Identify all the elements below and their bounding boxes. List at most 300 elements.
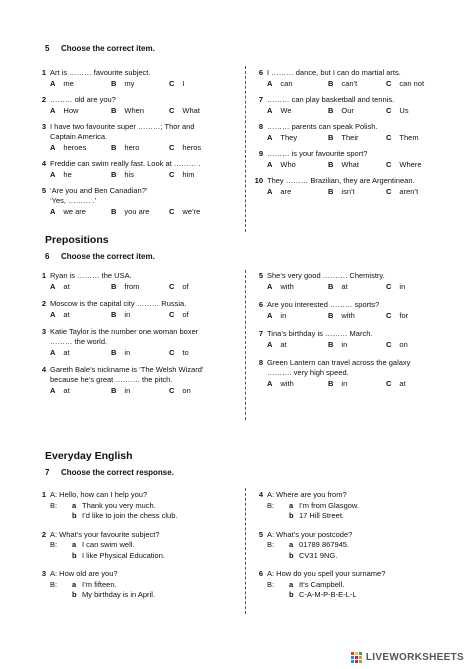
option-text: aren’t [399, 187, 419, 196]
option-text: for [399, 311, 409, 320]
option-text: We [280, 106, 292, 115]
dialogue-item [249, 530, 469, 562]
option-letter: B [328, 340, 334, 349]
prompt-text: A: How old are you? [50, 569, 118, 578]
prompt-text: A: How do you spell your surname? [267, 569, 386, 578]
option-text: I’m from Glasgow. [299, 500, 360, 510]
answer-options [267, 186, 469, 197]
answer-options [50, 142, 242, 153]
answer-option-b[interactable] [328, 339, 386, 350]
answer-option-c[interactable] [386, 132, 448, 143]
 [267, 511, 289, 522]
option-letter: B [328, 187, 334, 196]
logo-square [359, 652, 362, 655]
logo-square [351, 660, 354, 663]
answer-option-a[interactable] [50, 206, 111, 217]
answer-option-c[interactable] [169, 281, 231, 292]
option-text: at [63, 282, 70, 291]
option-text: me [63, 79, 74, 88]
response-option-a[interactable] [267, 501, 469, 512]
option-text: It’s Campbell. [299, 579, 345, 589]
question-line: ……… old are you? [50, 95, 116, 104]
liveworksheets-logo-icon [351, 652, 362, 663]
option-text: CV31 9NG. [299, 550, 338, 560]
dialogue-prompt [50, 530, 242, 541]
option-text: Our [341, 106, 354, 115]
option-text: heroes [63, 143, 87, 152]
question-text [267, 358, 469, 378]
question-number: 4 [41, 159, 46, 168]
dialogue-prompt [267, 490, 469, 501]
answer-options [267, 78, 469, 89]
prompt-text: A: What’s your postcode? [267, 529, 353, 539]
option-text: Who [280, 160, 296, 169]
option-text: What [341, 160, 359, 169]
option-letter: A [50, 348, 56, 357]
question-number: 1 [41, 68, 46, 77]
option-text: at [63, 348, 70, 357]
option-text: I can swim well. [82, 540, 135, 549]
option-letter: C [386, 282, 392, 291]
answer-option-b[interactable] [111, 309, 169, 320]
option-letter: B [328, 379, 334, 388]
question-line: ‘Are you and Ben Canadian?’ [50, 186, 148, 195]
answer-option-b[interactable] [111, 281, 169, 292]
option-text: with [280, 282, 294, 291]
question-line: Freddie can swim really fast. Look at ……… . [50, 159, 201, 168]
answer-option-c[interactable] [386, 105, 448, 116]
 [50, 511, 72, 522]
answer-option-a[interactable] [267, 186, 328, 197]
answer-options [267, 159, 469, 170]
question-line: Moscow is the capital city ……… Russia. [50, 299, 187, 308]
question-item [32, 95, 242, 116]
option-text: in [124, 386, 131, 395]
option-letter: b [289, 590, 294, 599]
answer-option-b[interactable] [111, 142, 169, 153]
answer-option-b[interactable] [328, 281, 386, 292]
question-number: 8 [258, 122, 263, 131]
answer-options [267, 339, 469, 350]
answer-option-c[interactable] [386, 310, 448, 321]
option-letter: C [386, 106, 392, 115]
option-letter: a [72, 540, 77, 549]
option-text: in [399, 282, 406, 291]
question-item [32, 299, 242, 320]
option-letter: b [72, 511, 77, 520]
answer-option-c[interactable] [169, 385, 231, 396]
option-text: My birthday is in April. [82, 590, 155, 599]
question-text [267, 300, 469, 310]
option-letter: C [169, 348, 175, 357]
option-letter: B [111, 386, 117, 395]
option-text: my [124, 79, 135, 88]
answer-option-a[interactable] [267, 339, 328, 350]
answer-option-c[interactable] [386, 159, 448, 170]
option-text: from [124, 282, 140, 291]
question-number: 7 [258, 95, 263, 104]
option-text: with [341, 311, 355, 320]
option-text: we’re [182, 207, 201, 216]
question-line: Captain America. [50, 132, 108, 141]
answer-option-c[interactable] [169, 309, 231, 320]
question-text [267, 329, 469, 339]
response-option-b[interactable] [50, 511, 242, 522]
option-letter: C [169, 310, 175, 319]
option-text: Them [399, 133, 419, 142]
option-letter: B [111, 106, 117, 115]
answer-option-b[interactable] [111, 169, 169, 180]
answer-option-c[interactable] [386, 186, 448, 197]
option-text: 01789 867945. [299, 540, 350, 549]
question-text [50, 68, 242, 78]
question-item [249, 271, 469, 292]
option-letter: A [50, 207, 56, 216]
option-letter: a [72, 579, 77, 589]
option-letter: B [111, 79, 117, 88]
question-item [249, 122, 469, 143]
answer-option-b[interactable] [111, 347, 169, 358]
response-option-b[interactable] [267, 551, 469, 562]
option-text: hero [124, 143, 140, 152]
question-line: Are you interested ……… sports? [267, 300, 380, 309]
question-line: They ……… Brazilian, they are Argentinean. [267, 176, 415, 185]
answer-options [267, 132, 469, 143]
option-text: They [280, 133, 298, 142]
prompt-text: A: What’s your favourite subject? [50, 529, 160, 539]
option-letter: C [169, 207, 175, 216]
option-text: 17 Hill Street. [299, 511, 345, 520]
answer-option-a[interactable] [267, 159, 328, 170]
option-text: isn’t [341, 187, 355, 196]
answer-option-c[interactable] [169, 142, 231, 153]
option-text: C-A-M-P-B-E-L-L [299, 590, 357, 599]
option-text: at [280, 340, 287, 349]
answer-option-c[interactable] [169, 169, 231, 180]
answer-option-a[interactable] [267, 78, 328, 89]
question-line: Katie Taylor is the number one woman boxer [50, 327, 199, 336]
question-line: ……… parents can speak Polish. [267, 122, 378, 131]
question-number: 5 [41, 186, 46, 195]
dialogue-item [32, 530, 242, 562]
answer-option-c[interactable] [169, 105, 231, 116]
question-number: 10 [254, 176, 263, 185]
option-letter: b [289, 550, 294, 560]
option-text: in [124, 348, 131, 357]
option-text: at [341, 282, 348, 291]
option-letter: B [328, 133, 334, 142]
speaker-label: B: [50, 500, 58, 510]
response-option-a[interactable] [50, 540, 242, 551]
question-line: ………. very high speed. [267, 368, 349, 377]
logo-square [355, 656, 358, 659]
 [267, 551, 289, 562]
question-number: 8 [258, 358, 263, 367]
prompt-text: A: Hello, how can I help you? [50, 490, 148, 499]
option-text: in [280, 311, 287, 320]
speaker-label: B: [267, 540, 275, 549]
question-item [32, 68, 242, 89]
option-text: his [124, 170, 135, 179]
option-letter: B [111, 207, 117, 216]
section-7-left-column [32, 490, 242, 609]
response-option-b[interactable] [50, 590, 242, 601]
answer-option-b[interactable] [328, 186, 386, 197]
question-number: 6 [258, 68, 263, 77]
question-line: Ryan is ……… the USA. [50, 271, 132, 280]
logo-square [351, 656, 354, 659]
question-item [249, 329, 469, 350]
option-letter: A [50, 106, 56, 115]
option-letter: B [328, 160, 334, 169]
answer-option-a[interactable] [50, 78, 111, 89]
 [50, 551, 72, 562]
question-item [32, 365, 242, 396]
dialogue-item [249, 490, 469, 522]
option-letter: A [267, 379, 273, 388]
option-text: can’t [341, 79, 358, 88]
dialogue-item [249, 569, 469, 601]
column-divider [245, 488, 246, 614]
question-text [50, 365, 242, 385]
question-item [32, 271, 242, 292]
question-number: 2 [41, 529, 46, 539]
question-number: 3 [41, 569, 46, 578]
option-letter: A [267, 133, 273, 142]
answer-options [50, 281, 242, 292]
option-letter: A [267, 311, 273, 320]
question-number: 1 [41, 271, 46, 280]
answer-option-b[interactable] [328, 132, 386, 143]
question-text [267, 176, 469, 186]
answer-options [50, 169, 242, 180]
option-text: can not [399, 79, 425, 88]
answer-option-b[interactable] [328, 105, 386, 116]
option-letter: b [289, 511, 294, 520]
answer-option-c[interactable] [169, 206, 231, 217]
liveworksheets-footer[interactable]: LIVEWORKSHEETS [351, 652, 464, 663]
answer-option-a[interactable] [267, 310, 328, 321]
answer-option-a[interactable] [50, 281, 111, 292]
question-number: 3 [41, 327, 46, 336]
dialogue-item [32, 569, 242, 601]
question-line: I ……… dance, but I can do martial arts. [267, 68, 401, 77]
answer-option-a[interactable] [267, 132, 328, 143]
answer-options [50, 206, 242, 217]
answer-option-c[interactable] [169, 78, 231, 89]
answer-option-c[interactable] [386, 378, 448, 389]
option-letter: B [111, 310, 117, 319]
question-line: She’s very good ………. Chemistry. [267, 271, 385, 280]
answer-option-a[interactable] [50, 169, 111, 180]
question-item [32, 327, 242, 358]
option-text: of [182, 310, 189, 319]
answer-option-b[interactable] [328, 159, 386, 170]
option-text: heros [182, 143, 202, 152]
option-letter: C [169, 143, 175, 152]
question-line: Tina’s birthday is ……… March. [267, 329, 373, 338]
answer-option-a[interactable] [267, 281, 328, 292]
option-letter: b [72, 590, 77, 599]
section-6-heading: 6 Choose the correct item. [45, 252, 155, 261]
question-line: ‘Yes, ……… .’ [50, 196, 97, 205]
answer-options [50, 347, 242, 358]
answer-option-a[interactable] [267, 378, 328, 389]
option-letter: C [386, 79, 392, 88]
option-text: you are [124, 207, 150, 216]
option-letter: B [111, 143, 117, 152]
speaker-label: B: [50, 540, 58, 549]
section-5-right-column [249, 68, 469, 203]
option-letter: A [50, 79, 56, 88]
answer-option-a[interactable] [50, 105, 111, 116]
option-text: in [341, 340, 348, 349]
prompt-text: A: Where are you from? [267, 490, 347, 499]
logo-square [359, 660, 362, 663]
response-option-a[interactable] [50, 501, 242, 512]
answer-option-b[interactable] [111, 385, 169, 396]
answer-option-a[interactable] [50, 385, 111, 396]
question-line: ……… can play basketball and tennis. [267, 95, 395, 104]
answer-option-b[interactable] [328, 378, 386, 389]
option-letter: A [50, 282, 56, 291]
option-letter: C [169, 106, 175, 115]
option-letter: C [169, 170, 175, 179]
answer-options [50, 309, 242, 320]
option-letter: A [50, 310, 56, 319]
question-number: 1 [41, 490, 46, 499]
answer-option-c[interactable] [386, 339, 448, 350]
question-text [267, 271, 469, 281]
prepositions-heading: Prepositions [45, 234, 109, 246]
 [50, 590, 72, 601]
answer-option-a[interactable] [50, 347, 111, 358]
option-letter: a [289, 500, 294, 510]
option-text: can [280, 79, 293, 88]
response-option-b[interactable] [50, 551, 242, 562]
question-line: Art is ……… favourite subject. [50, 68, 151, 77]
option-letter: C [386, 340, 392, 349]
option-letter: B [328, 311, 334, 320]
 [267, 590, 289, 601]
question-number: 3 [41, 122, 46, 131]
option-letter: C [386, 187, 392, 196]
option-text: I’m fifteen. [82, 579, 117, 589]
option-letter: A [50, 386, 56, 395]
option-letter: a [72, 500, 77, 510]
column-divider [245, 66, 246, 232]
option-letter: C [386, 311, 392, 320]
option-letter: C [386, 133, 392, 142]
question-item [249, 176, 469, 197]
option-text: are [280, 187, 292, 196]
option-letter: B [328, 106, 334, 115]
dialogue-prompt [50, 490, 242, 501]
answer-option-b[interactable] [111, 206, 169, 217]
answer-option-b[interactable] [328, 310, 386, 321]
option-text: Thank you very much. [82, 500, 156, 510]
section-5-heading: 5 Choose the correct item. [45, 44, 155, 53]
answer-option-a[interactable] [50, 309, 111, 320]
question-number: 5 [258, 529, 263, 539]
question-text [267, 95, 469, 105]
dialogue-prompt [267, 530, 469, 541]
option-text: Us [399, 106, 409, 115]
question-text [50, 186, 242, 206]
option-text: at [399, 379, 406, 388]
option-letter: C [386, 160, 392, 169]
question-item [249, 300, 469, 321]
question-number: 7 [258, 329, 263, 338]
option-letter: C [169, 79, 175, 88]
answer-option-a[interactable] [50, 142, 111, 153]
logo-square [355, 660, 358, 663]
question-item [249, 95, 469, 116]
option-letter: a [289, 579, 294, 589]
option-text: to [182, 348, 189, 357]
question-number: 4 [258, 490, 263, 499]
option-letter: B [111, 170, 117, 179]
question-text [267, 68, 469, 78]
response-option-a[interactable] [267, 540, 469, 551]
question-text [50, 299, 242, 309]
option-text: at [63, 386, 70, 395]
column-divider [245, 270, 246, 420]
answer-option-b[interactable] [328, 78, 386, 89]
option-text: How [63, 106, 79, 115]
option-letter: B [328, 79, 334, 88]
answer-option-c[interactable] [169, 347, 231, 358]
question-line: because he’s great ………. the pitch. [50, 375, 173, 384]
speaker-label: B: [50, 579, 58, 589]
option-text: on [399, 340, 408, 349]
response-option-b[interactable] [267, 590, 469, 601]
answer-option-c[interactable] [386, 78, 448, 89]
question-item [249, 358, 469, 389]
question-number: 6 [258, 569, 263, 578]
option-text: of [182, 282, 189, 291]
question-text [50, 122, 242, 142]
question-line: ……… the world. [50, 337, 108, 346]
option-letter: A [267, 106, 273, 115]
answer-option-b[interactable] [111, 105, 169, 116]
option-letter: A [267, 160, 273, 169]
speaker-label: B: [267, 500, 275, 510]
option-letter: A [50, 170, 56, 179]
response-option-b[interactable] [267, 511, 469, 522]
option-text: we are [63, 207, 86, 216]
answer-options [267, 281, 469, 292]
option-letter: A [267, 79, 273, 88]
question-line: Gareth Bale’s nickname is ‘The Welsh Wizard’ [50, 365, 204, 374]
option-letter: B [111, 348, 117, 357]
answer-options [267, 378, 469, 389]
answer-options [267, 105, 469, 116]
answer-options [50, 78, 242, 89]
answer-option-b[interactable] [111, 78, 169, 89]
answer-option-c[interactable] [386, 281, 448, 292]
response-option-a[interactable] [267, 580, 469, 591]
option-text: him [182, 170, 195, 179]
option-letter: C [169, 282, 175, 291]
answer-option-a[interactable] [267, 105, 328, 116]
option-letter: A [267, 340, 273, 349]
question-text [50, 271, 242, 281]
option-letter: b [72, 550, 77, 560]
question-number: 6 [258, 300, 263, 309]
response-option-a[interactable] [50, 580, 242, 591]
option-letter: B [111, 282, 117, 291]
